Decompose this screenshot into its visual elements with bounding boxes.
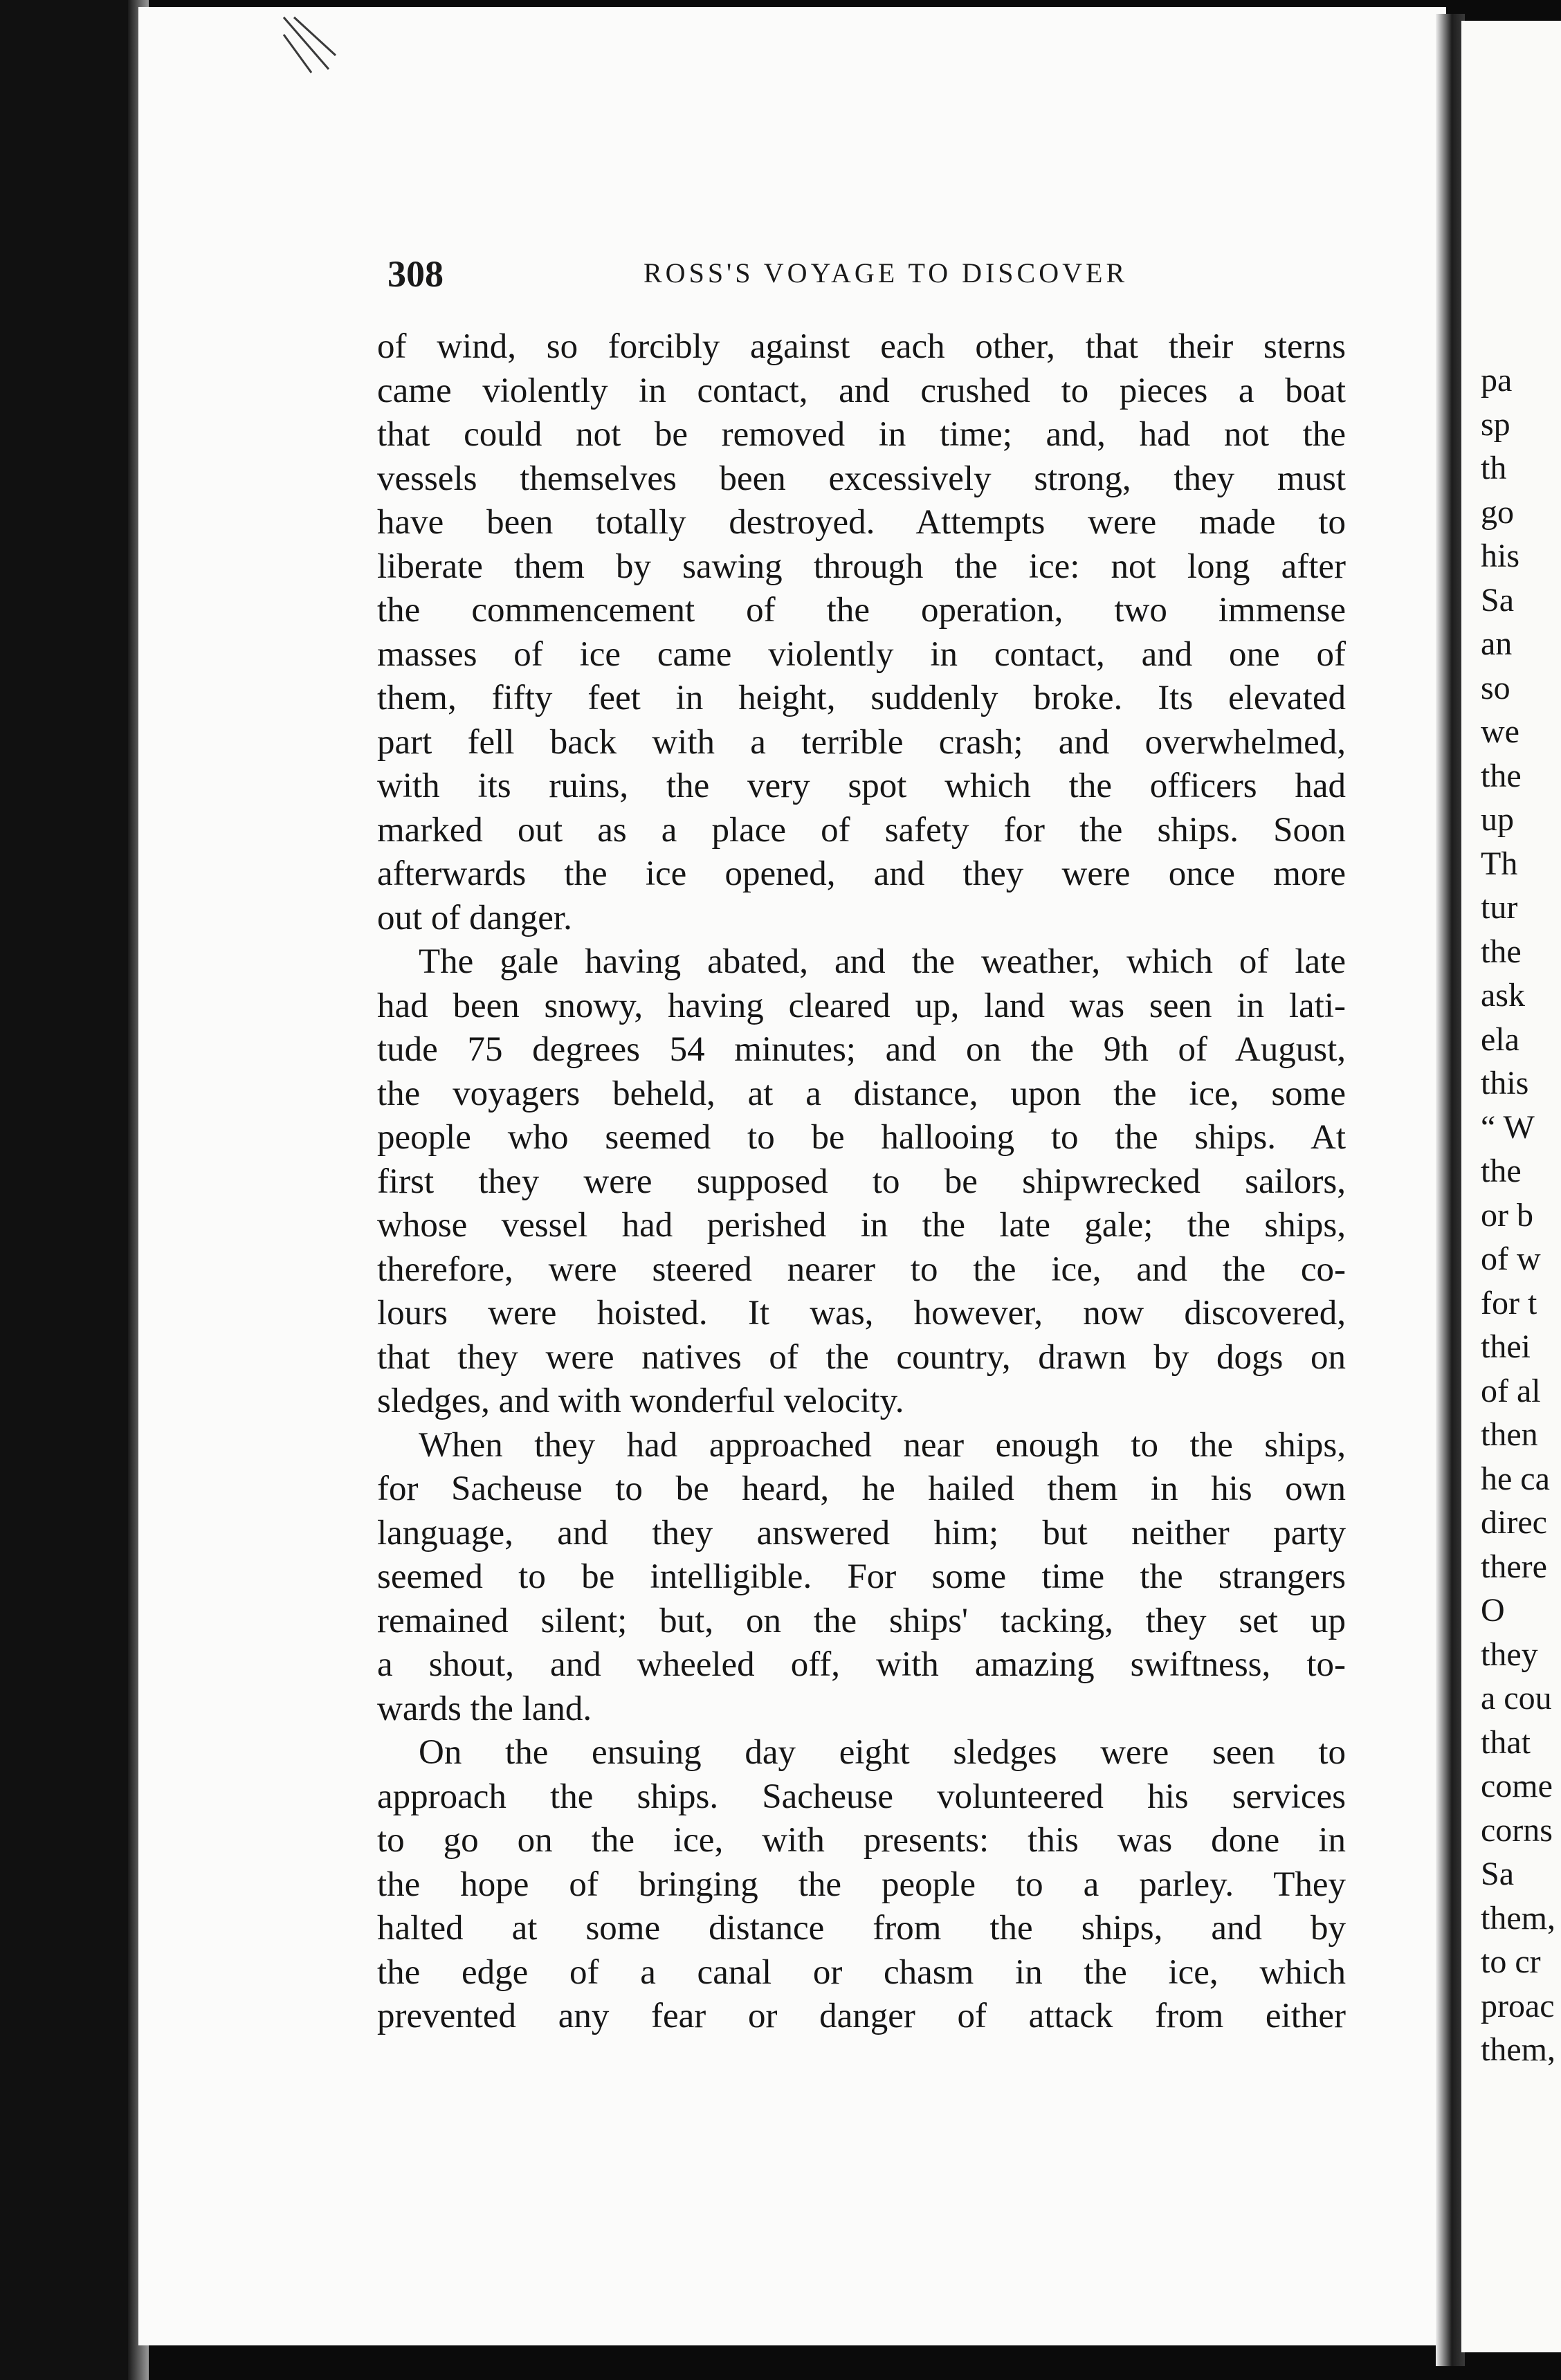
- text-line: When they had approached near enough to the ships,: [419, 1425, 1346, 1465]
- text-line: wards the land.: [377, 1689, 592, 1728]
- next-page-line: ela: [1481, 1020, 1519, 1058]
- text-line: marked out as a place of safety for the ships. Soon: [377, 810, 1346, 850]
- text-line: tude 75 degrees 54 minutes; and on the 9th of August,: [377, 1030, 1346, 1069]
- next-page-edge: [1461, 21, 1561, 2352]
- next-page-line: his: [1481, 538, 1520, 574]
- next-page-line: “ W: [1481, 1108, 1535, 1146]
- next-page-line: there: [1481, 1548, 1547, 1585]
- text-line: remained silent; but, on the ships' tacking, they set up: [377, 1601, 1346, 1640]
- text-line: seemed to be intelligible. For some time the strangers: [377, 1557, 1346, 1596]
- text-line: whose vessel had perished in the late gale; the ships,: [377, 1206, 1346, 1245]
- text-line: masses of ice came violently in contact, and one of: [377, 634, 1346, 674]
- next-page-line: come: [1481, 1768, 1553, 1804]
- text-line: vessels themselves been excessively strong, they must: [377, 459, 1346, 498]
- next-page-line: that: [1481, 1723, 1531, 1761]
- next-page-line: thei: [1481, 1328, 1531, 1365]
- text-line: them, fifty feet in height, suddenly broke. Its elevated: [377, 679, 1346, 717]
- next-page-line: we: [1481, 713, 1519, 750]
- text-line: with its ruins, the very spot which the officers had: [377, 767, 1346, 805]
- next-page-line: pa: [1481, 362, 1513, 399]
- text-line: language, and they answered him; but neither party: [377, 1513, 1346, 1553]
- text-line: of wind, so forcibly against each other, that their sterns: [377, 327, 1346, 366]
- next-page-line: corns: [1481, 1811, 1553, 1849]
- text-line: therefore, were steered nearer to the ice, and the co-: [377, 1250, 1346, 1289]
- text-line: lours were hoisted. It was, however, now discovered,: [377, 1294, 1346, 1333]
- book-gutter: [1436, 14, 1465, 2366]
- page-number: 308: [387, 253, 444, 295]
- text-line: that they were natives of the country, drawn by dogs on: [377, 1337, 1346, 1377]
- next-page-line: ask: [1481, 977, 1525, 1014]
- text-line: halted at some distance from the ships, and by: [377, 1909, 1346, 1948]
- next-page-line: them,: [1481, 1899, 1555, 1937]
- next-page-line: so: [1481, 669, 1510, 706]
- text-line: have been totally destroyed. Attempts were made to: [377, 503, 1346, 542]
- text-line: came violently in contact, and crushed to pieces a boat: [377, 371, 1346, 410]
- next-page-line: O: [1481, 1592, 1505, 1629]
- next-page-line: direc: [1481, 1504, 1547, 1541]
- text-line: out of danger.: [377, 898, 572, 937]
- text-line: the commencement of the operation, two immense: [377, 591, 1346, 630]
- text-line: sledges, and with wonderful velocity.: [377, 1382, 904, 1420]
- text-line: that could not be removed in time; and, had not the: [377, 415, 1346, 454]
- text-line: prevented any fear or danger of attack from either: [377, 1997, 1346, 2035]
- text-line: had been snowy, having cleared up, land was seen in lati-: [377, 986, 1346, 1025]
- previous-page-edge: [0, 0, 145, 2380]
- text-line: for Sacheuse to be heard, he hailed them in his own: [377, 1470, 1346, 1508]
- text-line: On the ensuing day eight sledges were seen to: [419, 1733, 1346, 1772]
- text-line: approach the ships. Sacheuse volunteered his services: [377, 1777, 1346, 1816]
- next-page-line: an: [1481, 625, 1513, 662]
- next-page-line: the: [1481, 1153, 1522, 1189]
- next-page-line: them,: [1481, 2031, 1555, 2068]
- text-line: to go on the ice, with presents: this was done in: [377, 1821, 1346, 1860]
- next-page-line: the: [1481, 933, 1522, 970]
- next-page-line: go: [1481, 493, 1514, 531]
- next-page-text: [1461, 358, 1555, 2072]
- text-line: the hope of bringing the people to a parley. They: [377, 1865, 1346, 1904]
- body-text: [377, 325, 1346, 2039]
- next-page-line: he ca: [1481, 1460, 1550, 1497]
- next-page-line: of w: [1481, 1241, 1541, 1277]
- next-page-line: of al: [1481, 1372, 1541, 1409]
- next-page-line: Th: [1481, 845, 1518, 882]
- page-header: [387, 253, 1398, 301]
- text-line: part fell back with a terrible crash; and overwhelmed,: [377, 722, 1346, 762]
- text-line: The gale having abated, and the weather, which of late: [419, 942, 1346, 981]
- text-line: a shout, and wheeled off, with amazing swiftness, to-: [377, 1645, 1346, 1684]
- next-page-line: for t: [1481, 1284, 1537, 1321]
- text-line: first they were supposed to be shipwrecked sailors,: [377, 1162, 1346, 1201]
- next-page-line: tur: [1481, 889, 1518, 926]
- next-page-line: the: [1481, 757, 1522, 794]
- text-line: liberate them by sawing through the ice: not long after: [377, 547, 1346, 586]
- next-page-line: up: [1481, 801, 1514, 838]
- text-line: people who seemed to be hallooing to the ships. At: [377, 1118, 1346, 1157]
- next-page-line: then: [1481, 1416, 1538, 1453]
- torn-corner-mark: [280, 14, 343, 76]
- next-page-line: Sa: [1481, 581, 1514, 619]
- running-head: ROSS'S VOYAGE TO DISCOVER: [643, 257, 1129, 289]
- next-page-line: proac: [1481, 1987, 1555, 2024]
- next-page-line: a cou: [1481, 1680, 1552, 1717]
- next-page-line: they: [1481, 1636, 1538, 1673]
- next-page-line: th: [1481, 450, 1507, 486]
- text-line: the edge of a canal or chasm in the ice, which: [377, 1952, 1346, 1992]
- next-page-line: this: [1481, 1065, 1529, 1101]
- text-line: the voyagers beheld, at a distance, upon the ice, some: [377, 1074, 1346, 1113]
- next-page-line: Sa: [1481, 1856, 1514, 1892]
- text-line: afterwards the ice opened, and they were once more: [377, 854, 1346, 893]
- next-page-line: or b: [1481, 1196, 1533, 1234]
- next-page-line: to cr: [1481, 1943, 1541, 1980]
- next-page-line: sp: [1481, 405, 1510, 443]
